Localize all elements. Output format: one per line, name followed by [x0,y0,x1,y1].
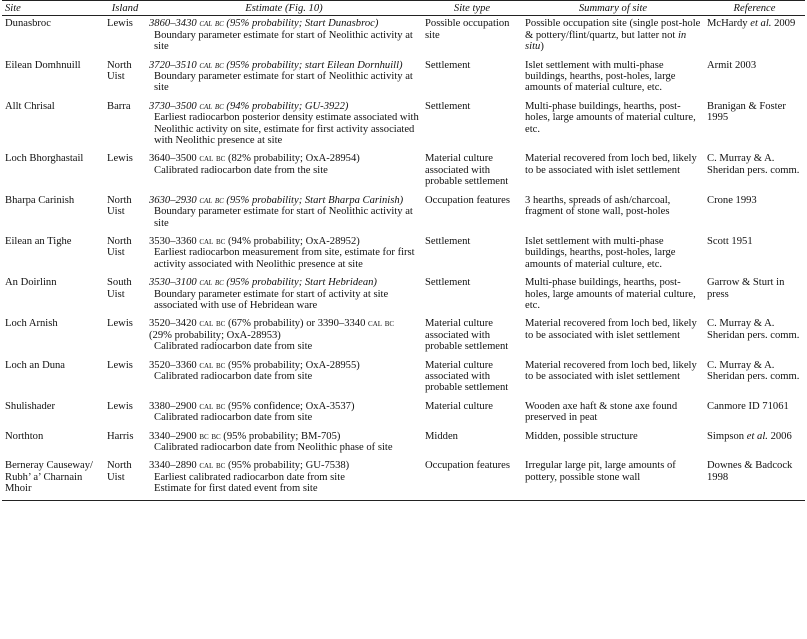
estimate-detail: (95% probability; BM-705) [220,430,341,442]
site-cell [2,399,104,429]
estimate-detail: (82% probability; OxA-28954) [225,153,360,165]
estimate-detail: (29% probability; OxA-28953) [149,329,281,341]
site-cell [2,58,104,99]
island-cell [104,58,146,99]
table-row [2,16,805,58]
reference-text: Armit 2003 [707,59,757,71]
site-type: Occupation features [425,460,511,472]
table-row [2,316,805,357]
estimate-note: Earliest radiocarbon measurement from site, estimate for first activity associated with Neolithic presence at site [154,247,415,270]
summary-text: Islet settlement with multi-phase buildings, hearths, post-holes, large amounts of material culture, etc. [525,235,676,270]
estimate-range [149,401,419,412]
estimate-cell [146,234,422,275]
reference-year: 2009 [771,18,796,30]
estimate-note: Boundary parameter estimate for start of activity at site associated with use of Hebridean ware [154,288,389,311]
estimate-unit: cal bc [368,318,395,330]
estimate-range [149,236,419,247]
reference-cell [704,429,805,459]
estimate-unit: cal bc [199,59,224,71]
header-site: Site [2,1,104,16]
island-cell [104,399,146,429]
header-site-type: Site type [422,1,522,16]
site-type: Material culture [425,400,493,412]
estimate-detail: (95% probability; Start Hebridean) [223,277,377,289]
island-name: North Uist [107,59,132,83]
estimate-value: 3640–3500 [149,153,197,165]
island-name: Lewis [107,153,133,165]
summary-cell [522,358,704,399]
estimate-note: Calibrated radiocarbon date from Neolithic phase of site [154,442,393,453]
island-name: South Uist [107,277,132,300]
summary-text: 3 hearths, spreads of ash/charcoal, fragment of stone wall, post-holes [525,194,671,218]
table-row [2,429,805,459]
estimate-detail: (95% probability; Start Dunasbroc) [223,18,379,30]
estimate-range [149,360,419,371]
reference-text: Canmore ID 71061 [707,400,789,412]
estimate-unit: bc bc [199,430,221,442]
site-name: Eilean Domhnuill [5,59,81,71]
site-name: Loch Bhorghastail [5,153,84,165]
estimate-note: Estimate for first dated event from site [154,483,318,495]
estimate-detail: (95% probability; OxA-28955) [225,359,360,371]
reference-text: C. Murray & A. Sheridan pers. comm. [707,153,800,176]
estimate-note: Calibrated radiocarbon date from site [154,412,313,424]
estimate-value: 3530–3100 [149,277,197,289]
site-name: Northton [5,430,44,442]
estimate-range [149,60,419,71]
reference-cell [704,58,805,99]
site-cell [2,193,104,234]
reference-text: Crone 1993 [707,194,757,206]
island-cell [104,429,146,459]
table-row [2,193,805,234]
estimate-cell [146,58,422,99]
reference-text: Garrow & Sturt in press [707,277,785,300]
estimate-cell [146,99,422,152]
site-type-cell [422,99,522,152]
header-reference: Reference [704,1,805,16]
estimate-detail: (94% probability; OxA-28952) [225,235,360,247]
estimate-value: 3380–2900 [149,400,197,412]
summary-text-end: ) [540,41,544,53]
summary-text: Irregular large pit, large amounts of pottery, possible stone wall [525,460,676,483]
reference-text: C. Murray & A. Sheridan pers. comm. [707,359,800,382]
table-row [2,99,805,152]
reference-cell [704,16,805,58]
estimate-note: Earliest calibrated radiocarbon date from site [154,471,345,483]
estimate-value: 3340–2890 [149,460,197,472]
island-cell [104,234,146,275]
estimate-cell [146,151,422,192]
estimate-value: 3340–2900 [149,430,197,442]
estimate-note: Boundary parameter estimate for start of Neolithic activity at site [154,71,413,94]
estimate-cell [146,275,422,316]
estimate-note: Calibrated radiocarbon date from site [154,370,313,382]
table-row [2,458,805,500]
site-cell [2,151,104,192]
site-type-cell [422,358,522,399]
estimate-detail: (94% probability; GU-3922) [223,100,349,112]
site-type-cell [422,16,522,58]
estimate-unit: cal bc [199,153,226,165]
estimate-detail: (95% probability; GU-7538) [225,460,350,472]
estimate-unit: cal bc [199,235,226,247]
summary-cell [522,316,704,357]
estimate-value: 3520–3360 [149,359,197,371]
island-name: Lewis [107,400,133,412]
site-name: Bharpa Carinish [5,194,75,206]
estimate-unit: cal bc [199,100,224,112]
estimate-range [149,195,419,206]
site-type-cell [422,234,522,275]
island-cell [104,151,146,192]
estimate-range [149,460,419,471]
site-name: Berneray Causeway/ Rubh’ a’ Charnain Mhoir [5,460,93,495]
site-name: An Doirlinn [5,277,57,289]
reference-text: C. Murray & A. Sheridan pers. comm. [707,318,800,341]
site-type-cell [422,275,522,316]
site-type: Settlement [425,100,471,112]
summary-text: Material recovered from loch bed, likely to be associated with islet settlement [525,318,697,341]
reference-cell [704,151,805,192]
estimate-note: Earliest radiocarbon posterior density estimate associated with Neolithic activity on site, estimate for first activity associated with Neolithic presence at site [154,112,419,147]
header-row [2,1,805,16]
summary-text: Material recovered from loch bed, likely to be associated with islet settlement [525,153,697,176]
estimate-value: 3530–3360 [149,235,197,247]
header-summary: Summary of site [522,1,704,16]
summary-text: Multi-phase buildings, hearths, post-holes, large amounts of material culture, etc. [525,277,696,311]
site-cell [2,458,104,500]
site-cell [2,316,104,357]
site-name: Allt Chrisal [5,100,55,112]
estimate-value: 3720–3510 [149,59,197,71]
site-type-cell [422,58,522,99]
estimate-value: 3630–2930 [149,194,197,206]
site-type-cell [422,316,522,357]
table-row [2,399,805,429]
site-name: Loch an Duna [5,359,66,371]
estimate-range [149,431,419,442]
estimate-note: Boundary parameter estimate for start of Neolithic activity at site [154,29,413,53]
table-body [2,16,805,500]
summary-cell [522,429,704,459]
summary-italic: in situ [525,29,687,53]
estimate-range [149,277,419,288]
estimate-unit: cal bc [199,460,226,472]
estimate-detail: (95% probability; Start Bharpa Carinish) [223,194,404,206]
site-cell [2,16,104,58]
island-cell [104,16,146,58]
reference-text: Simpson [707,430,747,442]
estimate-value: 3520–3420 [149,318,197,330]
site-type-cell [422,399,522,429]
site-name: Dunasbroc [5,18,51,30]
site-type-cell [422,151,522,192]
summary-text: Possible occupation site (single post-hole & pottery/flint/quartz, but latter not [525,18,701,41]
island-name: North Uist [107,460,132,483]
reference-et-al: et al. [746,430,768,442]
reference-cell [704,234,805,275]
site-type: Settlement [425,277,471,289]
estimate-range [149,153,419,164]
island-cell [104,99,146,152]
reference-cell [704,399,805,429]
summary-text: Material recovered from loch bed, likely to be associated with islet settlement [525,359,697,382]
reference-cell [704,458,805,500]
site-name: Eilean an Tighe [5,235,72,247]
estimate-note: Calibrated radiocarbon date from the site [154,164,328,176]
reference-text: McHardy [707,18,751,30]
summary-cell [522,458,704,500]
reference-cell [704,99,805,152]
sites-table [2,0,805,501]
island-cell [104,358,146,399]
site-type: Possible occupation site [425,18,510,41]
summary-cell [522,58,704,99]
site-type: Material culture associated with probable settlement [425,318,509,353]
estimate-detail: (95% confidence; OxA-3537) [225,400,355,412]
estimate-detail: (95% probability; start Eilean Dornhuill) [223,59,403,71]
site-cell [2,275,104,316]
site-cell [2,358,104,399]
site-type-cell [422,429,522,459]
island-cell [104,275,146,316]
estimate-range [149,318,419,341]
site-cell [2,429,104,459]
reference-cell [704,316,805,357]
table-row [2,234,805,275]
summary-cell [522,16,704,58]
site-type-cell [422,458,522,500]
reference-cell [704,275,805,316]
estimate-unit: cal bc [199,277,224,289]
summary-text: Midden, possible structure [525,430,638,442]
header-island: Island [104,1,146,16]
summary-text: Multi-phase buildings, hearths, post-holes, large amounts of material culture, etc. [525,100,696,135]
estimate-range [149,18,419,29]
site-type: Settlement [425,235,471,247]
estimate-cell [146,399,422,429]
summary-cell [522,275,704,316]
summary-cell [522,193,704,234]
estimate-cell [146,316,422,357]
reference-text: Branigan & Foster 1995 [707,100,786,124]
estimate-value: 3730–3500 [149,100,197,112]
island-name: Barra [107,100,131,112]
estimate-cell [146,16,422,58]
estimate-unit: cal bc [199,318,226,330]
estimate-cell [146,193,422,234]
estimate-cell [146,358,422,399]
site-name: Shulishader [5,400,56,412]
reference-et-al: et al. [750,18,772,30]
island-name: Lewis [107,318,133,330]
summary-text: Wooden axe haft & stone axe found preserved in peat [525,400,678,424]
table-row [2,151,805,192]
island-name: Lewis [107,18,133,30]
site-cell [2,234,104,275]
island-cell [104,193,146,234]
estimate-value: 3860–3430 [149,18,197,30]
table-row [2,58,805,99]
estimate-cell [146,458,422,500]
estimate-unit: cal bc [199,18,224,30]
estimate-note: Boundary parameter estimate for start of Neolithic activity at site [154,206,413,229]
estimate-range [149,101,419,112]
reference-cell [704,358,805,399]
reference-cell [704,193,805,234]
island-name: Harris [107,430,134,442]
site-type: Midden [425,430,458,442]
site-type: Occupation features [425,194,511,206]
estimate-detail: (67% probability) or 3390–3340 [225,318,366,330]
site-type: Material culture associated with probable settlement [425,153,509,188]
reference-text: Downes & Badcock 1998 [707,460,793,483]
site-cell [2,99,104,152]
site-type-cell [422,193,522,234]
estimate-cell [146,429,422,459]
site-type: Settlement [425,59,471,71]
island-cell [104,458,146,500]
site-type: Material culture associated with probable settlement [425,359,509,394]
reference-year: 2006 [767,430,792,442]
summary-cell [522,234,704,275]
estimate-unit: cal bc [199,194,224,206]
island-name: North Uist [107,235,132,259]
site-name: Loch Arnish [5,318,58,330]
summary-cell [522,99,704,152]
summary-text: Islet settlement with multi-phase buildings, hearths, post-holes, large amounts of material culture, etc. [525,59,676,94]
table-row [2,358,805,399]
reference-text: Scott 1951 [707,235,753,247]
estimate-unit: cal bc [199,359,226,371]
island-name: North Uist [107,194,132,218]
table-row [2,275,805,316]
estimate-note: Calibrated radiocarbon date from site [154,341,313,353]
island-cell [104,316,146,357]
summary-cell [522,399,704,429]
header-estimate: Estimate (Fig. 10) [146,1,422,16]
island-name: Lewis [107,359,133,371]
estimate-unit: cal bc [199,400,226,412]
summary-cell [522,151,704,192]
